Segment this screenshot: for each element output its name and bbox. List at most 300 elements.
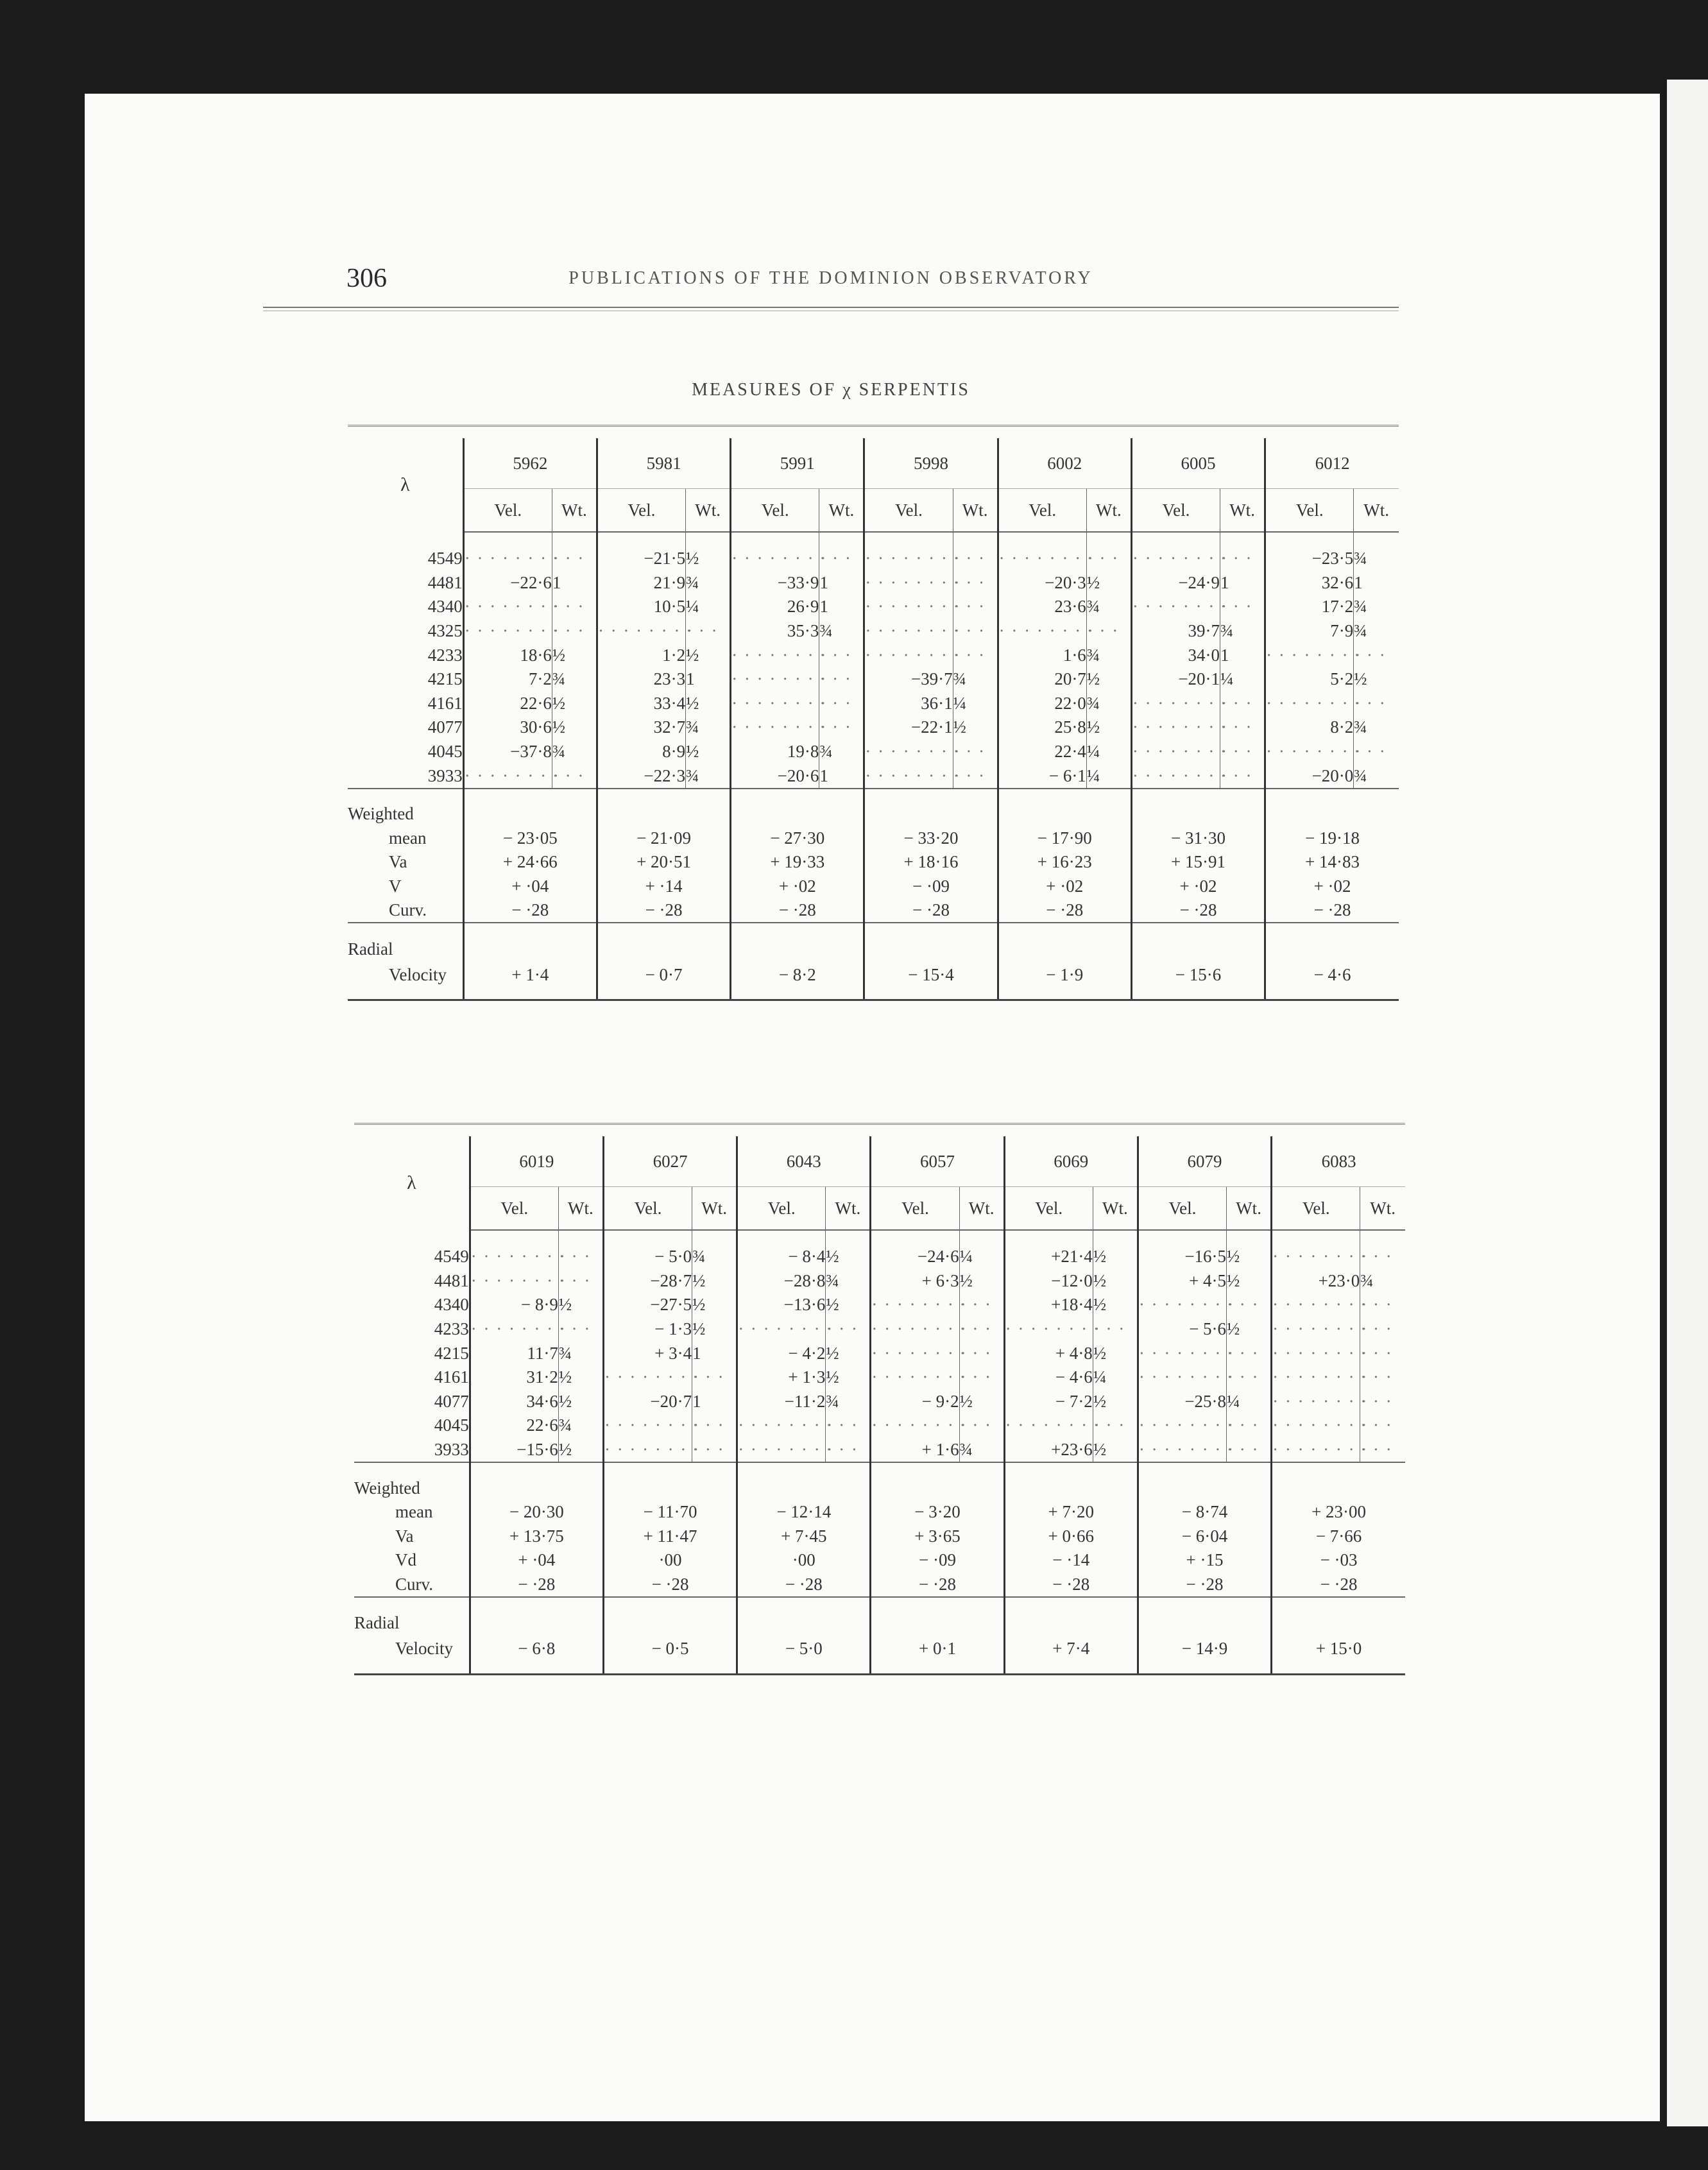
velocity-cell: · · · · · · · · — [864, 643, 953, 667]
velocity-cell: −37·8 — [463, 740, 552, 764]
velocity-cell: 36·1 — [864, 692, 953, 716]
weight-cell: ¼ — [1086, 740, 1131, 764]
plate-number: 5998 — [864, 438, 998, 489]
summary-value: − ·28 — [1138, 1572, 1271, 1597]
summary-value: − 7·66 — [1272, 1524, 1405, 1548]
velocity-cell: 5·2 — [1265, 667, 1354, 692]
velocity-cell: 39·7 — [1131, 619, 1220, 644]
velocity-cell: · · · · · · · · — [1272, 1390, 1360, 1414]
plate-number: 6012 — [1265, 438, 1399, 489]
velocity-cell: −13·6 — [737, 1293, 826, 1317]
summary-value: − 12·14 — [737, 1500, 871, 1525]
velocity-cell: · · · · · · · · — [1138, 1365, 1226, 1390]
velocity-cell: −33·9 — [731, 571, 819, 595]
weight-cell: · · · — [1227, 1438, 1272, 1463]
weight-cell: · · · — [819, 715, 864, 740]
summary-row — [348, 802, 1399, 826]
velocity-cell: +23·6 — [1004, 1438, 1093, 1463]
plate-number: 6083 — [1272, 1136, 1405, 1187]
summary-value: − 8·74 — [1138, 1500, 1271, 1525]
weight-cell: ¾ — [552, 667, 597, 692]
weight-cell: ¾ — [686, 715, 731, 740]
wavelength: 3933 — [427, 765, 463, 785]
wavelength: 4233 — [434, 1319, 469, 1339]
radial-velocity-value: − 6·8 — [470, 1636, 603, 1662]
weight-cell: · · · — [959, 1293, 1004, 1317]
summary-label: mean — [389, 828, 427, 848]
weight-cell: · · · — [1227, 1293, 1272, 1317]
velocity-cell: · · · · · · · · — [1265, 692, 1354, 716]
radial-velocity-value — [998, 936, 1131, 962]
weight-cell: · · · — [953, 547, 998, 571]
velocity-cell: · · · · · · · · — [463, 595, 552, 619]
table-title: MEASURES OF χ SERPENTIS — [692, 380, 970, 400]
radial-label: Radial — [348, 939, 393, 959]
summary-row — [348, 826, 1399, 850]
radial-label: Velocity — [389, 964, 447, 984]
weight-cell: ¾ — [1220, 619, 1265, 644]
velocity-cell: · · · · · · · · — [597, 619, 685, 644]
weight-cell: · · · — [1086, 619, 1131, 644]
velocity-cell: · · · · · · · · — [1138, 1341, 1226, 1365]
summary-value: − ·28 — [871, 1572, 1004, 1597]
summary-value — [1265, 802, 1399, 826]
summary-value: + ·04 — [463, 874, 597, 898]
weight-cell: · · · — [953, 595, 998, 619]
weight-cell: ½ — [1093, 1269, 1138, 1294]
weight-cell: ½ — [558, 1365, 603, 1390]
weight-cell: ¾ — [826, 1269, 871, 1294]
velocity-cell: 31·2 — [470, 1365, 558, 1390]
velocity-cell: · · · · · · · · — [463, 764, 552, 789]
radial-velocity-value — [463, 936, 597, 962]
table-row — [348, 595, 1399, 619]
velocity-cell: 34·6 — [470, 1390, 558, 1414]
summary-value — [864, 802, 998, 826]
wavelength: 4549 — [427, 549, 463, 568]
weight-cell: ¼ — [1086, 764, 1131, 789]
wt-header: Wt. — [1086, 489, 1131, 533]
weight-cell: ¼ — [686, 595, 731, 619]
velocity-cell: − 4·6 — [1004, 1365, 1093, 1390]
summary-value: + 3·65 — [871, 1524, 1004, 1548]
radial-velocity-value: − 15·4 — [864, 962, 998, 987]
velocity-cell: −20·6 — [731, 764, 819, 789]
summary-value: − ·28 — [597, 898, 730, 923]
weight-cell: 1 — [552, 571, 597, 595]
velocity-cell: · · · · · · · · — [463, 619, 552, 644]
vel-header: Vel. — [470, 1187, 558, 1231]
velocity-cell: −24·9 — [1131, 571, 1220, 595]
weight-cell: ½ — [558, 1390, 603, 1414]
velocity-cell: · · · · · · · · — [1272, 1414, 1360, 1438]
velocity-cell: · · · · · · · · — [470, 1245, 558, 1269]
summary-value — [1131, 802, 1265, 826]
velocity-cell: + 6·3 — [871, 1269, 959, 1294]
wavelength: 3933 — [434, 1440, 469, 1460]
weight-cell: · · · — [959, 1341, 1004, 1365]
velocity-cell: − 6·1 — [998, 764, 1086, 789]
weight-cell: 1 — [692, 1341, 737, 1365]
weight-cell: ½ — [558, 1438, 603, 1463]
weight-cell: ¾ — [819, 619, 864, 644]
weight-cell: · · · — [1360, 1293, 1405, 1317]
wt-header: Wt. — [1093, 1187, 1138, 1231]
plate-number: 5962 — [463, 438, 597, 489]
radial-velocity-value: + 1·4 — [463, 962, 597, 987]
velocity-cell: · · · · · · · · — [1131, 740, 1220, 764]
radial-velocity-value: − 4·6 — [1265, 962, 1399, 987]
velocity-cell: · · · · · · · · — [1131, 547, 1220, 571]
velocity-cell: · · · · · · · · — [1004, 1414, 1093, 1438]
summary-label: Va — [395, 1526, 414, 1546]
weight-cell: ½ — [686, 547, 731, 571]
weight-cell: 1 — [1220, 643, 1265, 667]
plate-number: 5991 — [731, 438, 864, 489]
summary-value: + 7·45 — [737, 1524, 871, 1548]
weight-cell: · · · — [819, 692, 864, 716]
weight-cell: · · · — [558, 1317, 603, 1342]
weight-cell: · · · — [558, 1269, 603, 1294]
weight-cell: · · · — [826, 1438, 871, 1463]
radial-velocity-value — [864, 936, 998, 962]
table-row — [348, 643, 1399, 667]
vel-header: Vel. — [1138, 1187, 1226, 1231]
weight-cell: 1 — [819, 571, 864, 595]
page-number: 306 — [346, 264, 387, 293]
velocity-cell: · · · · · · · · — [470, 1269, 558, 1294]
table-row — [348, 740, 1399, 764]
wavelength: 4077 — [427, 717, 463, 737]
weight-cell: · · · — [1093, 1317, 1138, 1342]
radial-velocity-row — [348, 936, 1399, 962]
radial-velocity-value: − 15·6 — [1131, 962, 1265, 987]
plate-number: 6043 — [737, 1136, 871, 1187]
velocity-cell: −11·2 — [737, 1390, 826, 1414]
plate-number: 6079 — [1138, 1136, 1271, 1187]
wavelength: 4161 — [427, 693, 463, 713]
velocity-cell: · · · · · · · · — [864, 571, 953, 595]
summary-value: ·00 — [603, 1548, 737, 1573]
velocity-cell: 21·9 — [597, 571, 685, 595]
velocity-cell: · · · · · · · · — [998, 619, 1086, 644]
summary-value: + ·02 — [998, 874, 1131, 898]
weight-cell: · · · — [826, 1414, 871, 1438]
velocity-cell: −12·0 — [1004, 1269, 1093, 1294]
summary-value: + 19·33 — [731, 850, 864, 875]
plate-number: 6005 — [1131, 438, 1265, 489]
velocity-cell: −20·3 — [998, 571, 1086, 595]
velocity-cell: + 1·3 — [737, 1365, 826, 1390]
velocity-cell: · · · · · · · · — [1004, 1317, 1093, 1342]
wavelength: 4233 — [427, 645, 463, 665]
wavelength: 4077 — [434, 1391, 469, 1411]
weight-cell: · · · — [959, 1317, 1004, 1342]
velocity-cell: · · · · · · · · — [864, 740, 953, 764]
velocity-cell: − 5·6 — [1138, 1317, 1226, 1342]
wt-header: Wt. — [959, 1187, 1004, 1231]
radial-velocity-value — [871, 1610, 1004, 1636]
header-rule — [263, 307, 1399, 311]
wavelength: 4161 — [434, 1367, 469, 1387]
velocity-cell: − 7·2 — [1004, 1390, 1093, 1414]
velocity-cell: · · · · · · · · — [731, 715, 819, 740]
weight-cell: ½ — [1227, 1317, 1272, 1342]
weight-cell: ½ — [692, 1317, 737, 1342]
summary-value — [1272, 1476, 1405, 1500]
summary-value: + ·14 — [597, 874, 730, 898]
weight-cell: ½ — [1227, 1269, 1272, 1294]
summary-value: − ·28 — [470, 1572, 603, 1597]
velocity-cell: · · · · · · · · — [1265, 740, 1354, 764]
weight-cell: 1 — [819, 595, 864, 619]
velocity-cell: + 1·6 — [871, 1438, 959, 1463]
summary-value: + ·02 — [731, 874, 864, 898]
velocity-cell: −20·1 — [1131, 667, 1220, 692]
velocity-cell: −24·6 — [871, 1245, 959, 1269]
summary-row — [354, 1572, 1405, 1597]
summary-value: − ·09 — [871, 1548, 1004, 1573]
weight-cell: · · · — [953, 619, 998, 644]
summary-value: − ·28 — [1265, 898, 1399, 923]
velocity-cell: · · · · · · · · — [1138, 1414, 1226, 1438]
weight-cell: · · · — [953, 571, 998, 595]
summary-value: − 6·04 — [1138, 1524, 1271, 1548]
weight-cell: ½ — [1093, 1390, 1138, 1414]
table-row — [348, 571, 1399, 595]
velocity-cell: 1·2 — [597, 643, 685, 667]
weight-cell: 1 — [692, 1390, 737, 1414]
weight-cell: ¾ — [1354, 715, 1399, 740]
weight-cell: ½ — [1227, 1245, 1272, 1269]
summary-row — [348, 898, 1399, 923]
velocity-cell: −25·8 — [1138, 1390, 1226, 1414]
vel-header: Vel. — [871, 1187, 959, 1231]
weight-cell: ¾ — [1354, 764, 1399, 789]
velocity-cell: − 8·9 — [470, 1293, 558, 1317]
velocity-cell: −28·7 — [603, 1269, 692, 1294]
vel-header: Vel. — [1004, 1187, 1093, 1231]
weight-cell: · · · — [1360, 1245, 1405, 1269]
radial-velocity-value — [470, 1610, 603, 1636]
velocity-cell: − 4·2 — [737, 1341, 826, 1365]
velocity-cell: · · · · · · · · — [1131, 595, 1220, 619]
wt-header: Wt. — [552, 489, 597, 533]
velocity-cell: +23·0 — [1272, 1269, 1360, 1294]
summary-label: Weighted — [348, 804, 414, 824]
radial-velocity-value — [1138, 1610, 1271, 1636]
velocity-cell: 23·6 — [998, 595, 1086, 619]
velocity-cell: −39·7 — [864, 667, 953, 692]
weight-cell: · · · — [959, 1414, 1004, 1438]
velocity-cell: · · · · · · · · — [871, 1414, 959, 1438]
summary-row — [348, 874, 1399, 898]
radial-label: Velocity — [395, 1639, 453, 1659]
weight-cell: ½ — [1093, 1438, 1138, 1463]
measures-table-1 — [348, 425, 1399, 1001]
velocity-cell: 32·6 — [1265, 571, 1354, 595]
summary-row — [354, 1548, 1405, 1573]
weight-cell: · · · — [959, 1365, 1004, 1390]
velocity-cell: · · · · · · · · — [463, 547, 552, 571]
summary-value: − 33·20 — [864, 826, 998, 850]
radial-velocity-value: − 8·2 — [731, 962, 864, 987]
weight-cell: ¾ — [686, 571, 731, 595]
weight-cell: · · · — [1360, 1341, 1405, 1365]
table-row — [354, 1293, 1405, 1317]
summary-value — [603, 1476, 737, 1500]
velocity-cell: 10·5 — [597, 595, 685, 619]
wavelength: 4215 — [434, 1343, 469, 1363]
summary-label: mean — [395, 1502, 433, 1522]
summary-value: + 20·51 — [597, 850, 730, 875]
table-row — [354, 1317, 1405, 1342]
summary-row — [354, 1476, 1405, 1500]
summary-value: − 20·30 — [470, 1500, 603, 1525]
table-row — [354, 1438, 1405, 1463]
velocity-cell: · · · · · · · · — [603, 1365, 692, 1390]
velocity-cell: − 9·2 — [871, 1390, 959, 1414]
velocity-cell: · · · · · · · · — [737, 1438, 826, 1463]
weight-cell: ½ — [959, 1390, 1004, 1414]
velocity-cell: −20·0 — [1265, 764, 1354, 789]
next-page-edge — [1667, 80, 1708, 2126]
weight-cell: · · · — [558, 1245, 603, 1269]
weight-cell: ½ — [558, 1293, 603, 1317]
velocity-cell: · · · · · · · · — [1272, 1365, 1360, 1390]
velocity-cell: · · · · · · · · — [1272, 1293, 1360, 1317]
velocity-cell: −15·6 — [470, 1438, 558, 1463]
weight-cell: · · · — [692, 1414, 737, 1438]
weight-cell: ¼ — [1093, 1365, 1138, 1390]
wt-header: Wt. — [1220, 489, 1265, 533]
summary-value: − ·28 — [603, 1572, 737, 1597]
lambda-header: λ — [407, 1172, 416, 1193]
velocity-cell: 8·2 — [1265, 715, 1354, 740]
weight-cell: · · · — [1086, 547, 1131, 571]
weight-cell: ¾ — [558, 1414, 603, 1438]
weight-cell: ¾ — [1086, 643, 1131, 667]
velocity-cell: 34·0 — [1131, 643, 1220, 667]
summary-value — [470, 1476, 603, 1500]
summary-value: ·00 — [737, 1548, 871, 1573]
velocity-cell: 25·8 — [998, 715, 1086, 740]
radial-velocity-value — [1265, 936, 1399, 962]
weight-cell: · · · — [1360, 1390, 1405, 1414]
velocity-cell: · · · · · · · · — [731, 692, 819, 716]
wavelength: 4481 — [434, 1270, 469, 1290]
velocity-cell: + 3·4 — [603, 1341, 692, 1365]
velocity-cell: +21·4 — [1004, 1245, 1093, 1269]
vel-header: Vel. — [998, 489, 1086, 533]
plate-header-row — [354, 1136, 1405, 1187]
velocity-cell: −28·8 — [737, 1269, 826, 1294]
velocity-cell: · · · · · · · · — [737, 1414, 826, 1438]
radial-velocity-value — [597, 936, 730, 962]
table-row — [348, 619, 1399, 644]
weight-cell: · · · — [826, 1317, 871, 1342]
velocity-cell: 17·2 — [1265, 595, 1354, 619]
summary-value — [871, 1476, 1004, 1500]
weight-cell: ½ — [1093, 1341, 1138, 1365]
vel-header: Vel. — [1265, 489, 1354, 533]
radial-velocity-value: − 1·9 — [998, 962, 1131, 987]
velocity-cell: · · · · · · · · — [871, 1293, 959, 1317]
plate-number: 6019 — [470, 1136, 603, 1187]
summary-value: − 23·05 — [463, 826, 597, 850]
radial-velocity-value: − 0·7 — [597, 962, 730, 987]
vel-header: Vel. — [1131, 489, 1220, 533]
velocity-cell: · · · · · · · · — [1272, 1317, 1360, 1342]
velocity-cell: · · · · · · · · — [1131, 692, 1220, 716]
summary-row — [348, 850, 1399, 875]
velocity-cell: · · · · · · · · — [1265, 643, 1354, 667]
summary-value: − 19·18 — [1265, 826, 1399, 850]
summary-value: − ·09 — [864, 874, 998, 898]
weight-cell: ¾ — [686, 764, 731, 789]
summary-label: Va — [389, 852, 407, 872]
velocity-cell: 23·3 — [597, 667, 685, 692]
summary-value: + 14·83 — [1265, 850, 1399, 875]
velocity-cell: · · · · · · · · — [731, 547, 819, 571]
weight-cell: · · · — [1360, 1414, 1405, 1438]
weight-cell: ¾ — [692, 1245, 737, 1269]
weight-cell: ¾ — [819, 740, 864, 764]
weight-cell: ½ — [686, 643, 731, 667]
weight-cell: ½ — [692, 1269, 737, 1294]
weight-cell: ½ — [1093, 1293, 1138, 1317]
summary-value: + 13·75 — [470, 1524, 603, 1548]
velocity-cell: 22·6 — [470, 1414, 558, 1438]
summary-label: V — [389, 876, 402, 896]
velocity-cell: · · · · · · · · — [731, 667, 819, 692]
radial-velocity-value — [1131, 936, 1265, 962]
summary-value: − 11·70 — [603, 1500, 737, 1525]
summary-label: Weighted — [354, 1478, 420, 1498]
weight-cell: ½ — [552, 643, 597, 667]
table-row — [354, 1269, 1405, 1294]
summary-row — [354, 1500, 1405, 1525]
table-row — [354, 1414, 1405, 1438]
velocity-cell: · · · · · · · · — [737, 1317, 826, 1342]
summary-value: + 24·66 — [463, 850, 597, 875]
table-row — [348, 547, 1399, 571]
weight-cell: ½ — [826, 1245, 871, 1269]
weight-cell: · · · — [1220, 692, 1265, 716]
velocity-cell: −21·5 — [597, 547, 685, 571]
radial-velocity-value — [1272, 1610, 1405, 1636]
velocity-cell: + 4·5 — [1138, 1269, 1226, 1294]
summary-value: − 31·30 — [1131, 826, 1265, 850]
weight-cell: · · · — [953, 643, 998, 667]
velocity-cell: · · · · · · · · — [603, 1414, 692, 1438]
weight-cell: · · · — [692, 1365, 737, 1390]
weight-cell: · · · — [1360, 1317, 1405, 1342]
weight-cell: · · · — [819, 643, 864, 667]
radial-velocity-value — [737, 1610, 871, 1636]
weight-cell: · · · — [1360, 1365, 1405, 1390]
velocity-cell: · · · · · · · · — [998, 547, 1086, 571]
velocity-cell: + 4·8 — [1004, 1341, 1093, 1365]
weight-cell: · · · — [953, 764, 998, 789]
radial-velocity-row — [354, 1610, 1405, 1636]
weight-cell: · · · — [1354, 643, 1399, 667]
weight-cell: ½ — [826, 1365, 871, 1390]
summary-value: + 15·91 — [1131, 850, 1265, 875]
velocity-cell: · · · · · · · · — [470, 1317, 558, 1342]
weight-cell: ½ — [1086, 571, 1131, 595]
weight-cell: ¾ — [826, 1390, 871, 1414]
